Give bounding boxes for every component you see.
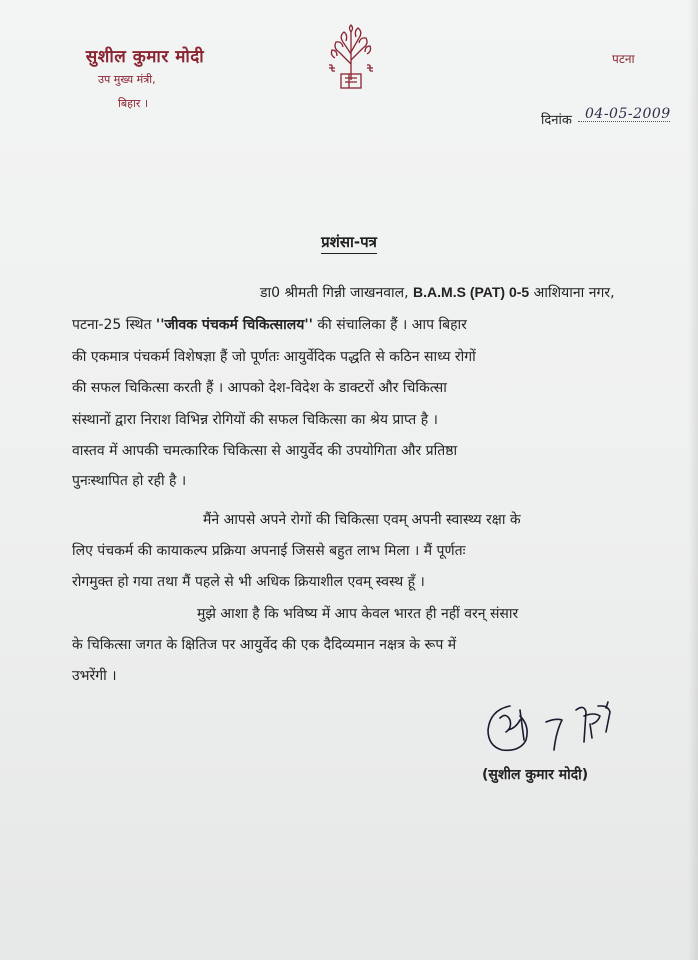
- date-value: 04-05-2009: [585, 106, 671, 122]
- p1-l1-part-c: आशियाना नगर,: [533, 285, 615, 301]
- signatory-name: (सुशील कुमार मोदी): [482, 767, 589, 783]
- letterhead-state: बिहार ।: [118, 97, 148, 110]
- paragraph-1-line-4: की सफल चिकित्सा करती हैं । आपको देश-विदेश के डाक्टरों और चिकित्सा: [72, 380, 447, 396]
- paragraph-1-line-1: [260, 283, 630, 302]
- letterhead-designation: उप मुख्य मंत्री,: [98, 73, 156, 86]
- paragraph-1-line-2: [72, 315, 630, 334]
- letterhead-name: सुशील कुमार मोदी: [85, 47, 205, 67]
- paragraph-1-line-5: संस्थानों द्वारा निराश विभिन्न रोगियों की सफल चिकित्सा का श्रेय प्राप्त है ।: [72, 412, 438, 428]
- p1-l2-part-a: पटना-25 स्थित: [72, 317, 152, 333]
- paragraph-1-line-3: की एकमात्र पंचकर्म विशेषज्ञा हैं जो पूर्णतः आयुर्वेदिक पद्धति से कठिन साध्य रोगों: [72, 349, 476, 365]
- document-title-text: प्रशंसा-पत्र: [321, 233, 377, 254]
- paragraph-2-line-1: मैंने आपसे अपने रोगों की चिकित्सा एवम् अपनी स्वास्थ्य रक्षा के: [203, 512, 521, 528]
- bihar-bodhi-tree-emblem-icon: [325, 24, 377, 92]
- p1-l1-degree: B.A.M.S (PAT) 0-5: [413, 284, 530, 300]
- paragraph-2-line-3: रोगमुक्त हो गया तथा मैं पहले से भी अधिक क्रियाशील एवम् स्वस्थ हूँ ।: [72, 574, 425, 590]
- handwritten-signature-icon: [480, 688, 630, 768]
- paragraph-3-line-1: मुझे आशा है कि भविष्य में आप केवल भारत ही नहीं वरन् संसार: [197, 606, 519, 622]
- page-edge-shadow: [688, 0, 698, 960]
- p1-l2-clinic-name: ''जीवक पंचकर्म चिकित्सालय'': [155, 317, 313, 333]
- paragraph-3-line-3: उभरेंगी ।: [72, 668, 117, 684]
- p1-l2-part-c: की संचालिका हैं । आप बिहार: [317, 317, 467, 333]
- paragraph-1-line-6: वास्तव में आपकी चमत्कारिक चिकित्सा से आयुर्वेद की उपयोगिता और प्रतिष्ठा: [72, 443, 458, 459]
- date-label: दिनांक: [541, 113, 572, 128]
- p1-l1-part-a: डा0 श्रीमती गिन्नी जाखनवाल,: [260, 285, 409, 301]
- paragraph-1-line-7: पुनःस्थापित हो रही है ।: [72, 473, 187, 489]
- place-label: पटना: [612, 52, 635, 66]
- document-title: [0, 232, 698, 252]
- paragraph-3-line-2: के चिकित्सा जगत के क्षितिज पर आयुर्वेद की एक दैदिव्यमान नक्षत्र के रूप में: [72, 637, 457, 653]
- paragraph-2-line-2: लिए पंचकर्म की कायाकल्प प्रक्रिया अपनाई जिससे बहुत लाभ मिला । मैं पूर्णतः: [72, 543, 466, 559]
